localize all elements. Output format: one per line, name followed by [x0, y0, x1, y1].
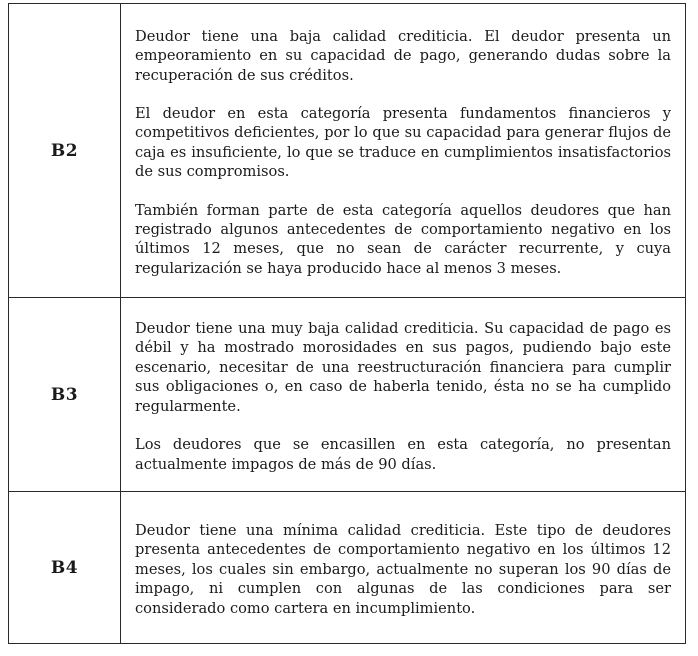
- category-description: [121, 492, 686, 644]
- category-row-b2: [9, 4, 686, 298]
- description-paragraph: Deudor tiene una mínima calidad crediticia. Este tipo de deudores presenta antecedentes de comportamiento negativo en los últimos 12 meses, los cuales sin embargo, actualmente no superan los 90 días de impago, ni cumplen con algunas de las condiciones para ser considerado como cartera en incumplimiento.: [135, 521, 671, 617]
- category-code: B2: [9, 4, 121, 298]
- description-paragraph: También forman parte de esta categoría aquellos deudores que han registrado algunos antecedentes de comportamiento negativo en los últimos 12 meses, que no sean de carácter recurrente, y cuya regularización se haya producido hace al menos 3 meses.: [135, 201, 671, 277]
- description-paragraph: Deudor tiene una muy baja calidad crediticia. Su capacidad de pago es débil y ha mostrado morosidades en sus pagos, pudiendo bajo este escenario, necesitar de una reestructuración financiera para cumplir sus obligaciones o, en caso de haberla tenido, ésta no se ha cumplido regularmente.: [135, 320, 671, 415]
- risk-category-table: [8, 3, 686, 644]
- description-paragraph: Los deudores que se encasillen en esta categoría, no presentan actualmente impagos de más de 90 días.: [135, 436, 671, 473]
- category-description: [121, 4, 686, 298]
- description-paragraph: El deudor en esta categoría presenta fundamentos financieros y competitivos deficientes, por lo que su capacidad para generar flujos de caja es insuficiente, lo que se traduce en cumplimientos insatisfactorios de sus compromisos.: [135, 104, 671, 181]
- category-code: B4: [9, 492, 121, 644]
- category-code: B3: [9, 298, 121, 492]
- description-paragraph: Deudor tiene una baja calidad crediticia. El deudor presenta un empeoramiento en su capacidad de pago, generando dudas sobre la recuperación de sus créditos.: [135, 27, 671, 84]
- category-row-b4: [9, 492, 686, 644]
- category-description: [121, 298, 686, 492]
- category-row-b3: [9, 298, 686, 492]
